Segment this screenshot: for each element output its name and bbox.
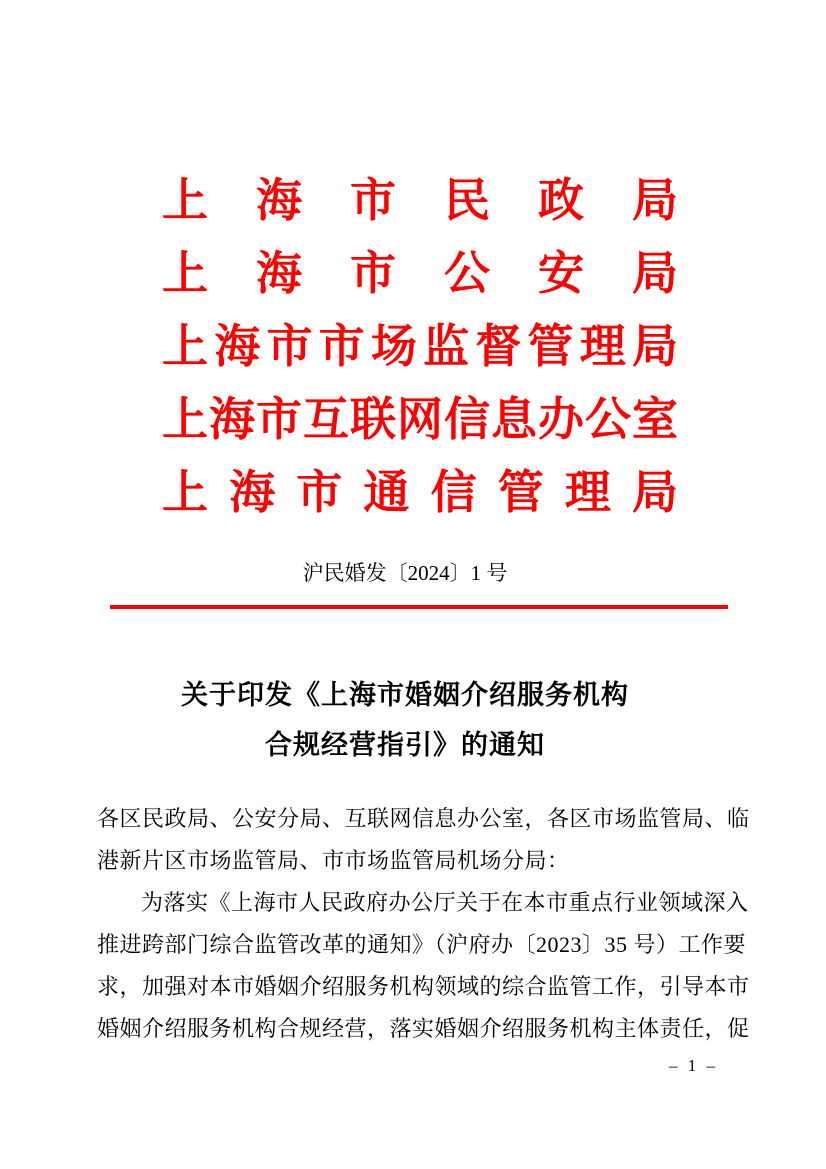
page-number: – 1 – [669, 1056, 718, 1075]
recipients-line-1: 各区民政局、公安分局、互联网信息办公室，各区市场监管局、临 [97, 806, 750, 831]
body-paragraph-line-3: 求，加强对本市婚姻介绍服务机构领域的综合监管工作，引导本市 [97, 974, 750, 999]
document-number: 沪民婚发〔2024〕1 号 [302, 561, 508, 585]
agency-name-civil-affairs: 上海市民政局 [162, 175, 678, 226]
red-separator-line [110, 605, 728, 609]
body-paragraph-line-4: 婚姻介绍服务机构合规经营，落实婚姻介绍服务机构主体责任，促 [97, 1016, 750, 1041]
agency-name-public-security: 上海市公安局 [162, 248, 678, 299]
document-title-line-2: 合规经营指引》的通知 [265, 730, 545, 760]
agency-name-market-regulation: 上海市市场监督管理局 [162, 321, 678, 372]
body-paragraph-line-2: 推进跨部门综合监管改革的通知》（沪府办〔2023〕35 号）工作要 [97, 932, 747, 957]
document-body [97, 798, 750, 1050]
body-paragraph-line-1: 为落实《上海市人民政府办公厅关于在本市重点行业领域深入 [141, 890, 749, 915]
red-header-block [162, 164, 678, 529]
document-title-line-1: 关于印发《上海市婚姻介绍服务机构 [181, 680, 629, 710]
agency-name-communications: 上海市通信管理局 [162, 467, 678, 518]
document-title [97, 670, 713, 770]
agency-name-internet-information: 上海市互联网信息办公室 [162, 394, 678, 445]
recipients-line-2: 港新片区市场监管局、市市场监管局机场分局： [97, 848, 570, 873]
